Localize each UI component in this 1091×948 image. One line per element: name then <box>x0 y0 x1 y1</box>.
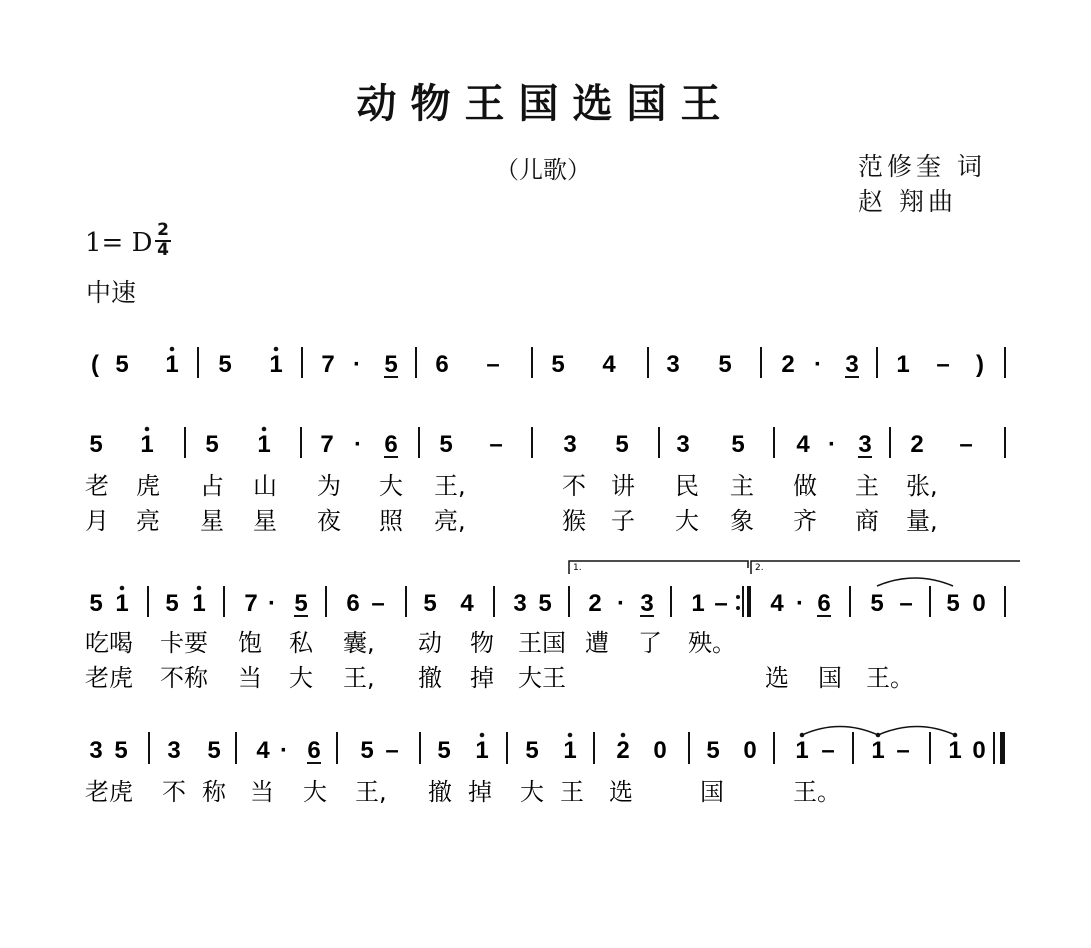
lyric-syllable: 王。 <box>793 778 841 806</box>
lyric-syllable: 选 <box>609 778 633 806</box>
lyric-syllable: 遭 <box>585 629 609 657</box>
lyric-syllable: 选 <box>765 664 789 692</box>
note: 5 <box>551 351 565 378</box>
note: · <box>268 590 276 617</box>
note: 1 <box>269 351 283 378</box>
note: 0 <box>972 590 986 617</box>
lyric-syllable: 做 <box>793 472 817 500</box>
lyric-syllable: 月 <box>85 507 109 535</box>
lyric-syllable: 老 <box>85 472 109 500</box>
note: · <box>354 431 362 458</box>
note: – <box>899 590 913 617</box>
note: 1 <box>563 737 577 764</box>
note: 0 <box>972 737 986 764</box>
lyric-syllable: 不 <box>162 778 186 806</box>
lyric-syllable: 民 <box>675 472 699 500</box>
note: 3 <box>513 590 527 617</box>
note: ) <box>976 351 984 378</box>
lyric-syllable: 山 <box>253 472 277 500</box>
note: 5 <box>525 737 539 764</box>
tie-slur <box>878 727 955 736</box>
note: · <box>814 351 822 378</box>
note: 5 <box>538 590 552 617</box>
volta-1-bracket <box>569 561 748 574</box>
lyric-syllable: 夜 <box>317 507 341 535</box>
lyric-syllable: 饱 <box>238 629 262 657</box>
note: 5 <box>870 590 884 617</box>
underlines <box>294 377 872 763</box>
note: 1 <box>165 351 179 378</box>
note: 5 <box>115 351 129 378</box>
note: 1 <box>192 590 206 617</box>
note: ( <box>91 351 99 378</box>
note: 6 <box>384 431 398 458</box>
note: 0 <box>653 737 667 764</box>
note: 5 <box>114 737 128 764</box>
note: 2 <box>781 351 795 378</box>
lyric-syllable: 齐 <box>793 507 817 535</box>
lyric-syllable: 撤 <box>418 664 442 692</box>
note: · <box>617 590 625 617</box>
note: 5 <box>207 737 221 764</box>
key-signature: 1= D <box>85 228 153 258</box>
note: 3 <box>666 351 680 378</box>
note: 5 <box>615 431 629 458</box>
note: 3 <box>845 351 859 378</box>
lyric-syllable: 张, <box>906 472 938 500</box>
note: 7 <box>320 431 334 458</box>
volta-2-bracket <box>751 561 1020 574</box>
note: – <box>896 737 910 764</box>
note: – <box>486 351 500 378</box>
note: 5 <box>423 590 437 617</box>
composer-credit: 赵 翔曲 <box>858 187 957 216</box>
lyric-syllable: 称 <box>202 778 226 806</box>
repeat-dot <box>736 595 740 599</box>
note: 5 <box>731 431 745 458</box>
note: 5 <box>437 737 451 764</box>
lyric-syllable: 主 <box>855 472 879 500</box>
note: – <box>821 737 835 764</box>
note: 5 <box>706 737 720 764</box>
lyric-syllable: 王国 <box>518 629 566 657</box>
notes <box>89 351 985 764</box>
note: 5 <box>360 737 374 764</box>
lyric-syllable: 国 <box>818 664 842 692</box>
lyric-syllable: 猴 <box>562 507 586 535</box>
note: 5 <box>946 590 960 617</box>
note: 4 <box>770 590 784 617</box>
note: 5 <box>218 351 232 378</box>
note: 4 <box>256 737 270 764</box>
lyric-syllable: 大 <box>289 664 313 692</box>
barlines <box>148 347 1005 764</box>
lyric-syllable: 主 <box>730 472 754 500</box>
note: – <box>385 737 399 764</box>
lyric-syllable: 掉 <box>470 664 494 692</box>
lyric-syllable: 王。 <box>866 664 914 692</box>
volta-and-slurs <box>569 561 1020 735</box>
lyric-syllable: 撤 <box>428 778 452 806</box>
lyric-syllable: 虎 <box>136 472 160 500</box>
lyric-syllable: 当 <box>238 664 262 692</box>
note: 2 <box>616 737 630 764</box>
note: 1 <box>257 431 271 458</box>
note: · <box>796 590 804 617</box>
lyric-syllable: 子 <box>611 507 635 535</box>
lyric-syllable: 掉 <box>468 778 492 806</box>
note: 1 <box>896 351 910 378</box>
note: 2 <box>910 431 924 458</box>
note: – <box>371 590 385 617</box>
note: – <box>959 431 973 458</box>
note: 5 <box>718 351 732 378</box>
note: 4 <box>796 431 810 458</box>
lyric-syllable: 讲 <box>611 472 635 500</box>
lyric-syllable: 王 <box>560 778 584 806</box>
lyric-syllable: 量, <box>906 507 938 535</box>
note: · <box>280 737 288 764</box>
lyric-syllable: 占 <box>200 472 224 500</box>
volta-2-label: 2. <box>755 563 764 573</box>
lyric-syllable: 大 <box>303 778 327 806</box>
time-signature-numerator: 2 <box>155 222 171 242</box>
repeat-dot <box>736 606 740 610</box>
lyric-syllable: 王, <box>434 472 466 500</box>
lyric-syllable: 殃。 <box>688 629 736 657</box>
lyric-syllable: 星 <box>253 507 277 535</box>
lyric-syllable: 为 <box>317 472 341 500</box>
note: 1 <box>475 737 489 764</box>
note: 5 <box>165 590 179 617</box>
tie-slur <box>802 727 878 736</box>
lyric-syllable: 象 <box>730 507 754 535</box>
note: 1 <box>948 737 962 764</box>
lyric-syllable: 王, <box>343 664 375 692</box>
note: 5 <box>439 431 453 458</box>
lyric-syllable: 吃喝 <box>85 629 133 657</box>
note: 3 <box>167 737 181 764</box>
lyric-syllable: 物 <box>470 629 494 657</box>
lyricist-credit: 范修奎 词 <box>858 152 986 181</box>
note: 1 <box>140 431 154 458</box>
note: 6 <box>346 590 360 617</box>
note: 5 <box>89 431 103 458</box>
lyric-syllable: 不 <box>562 472 586 500</box>
lyric-syllable: 卡要 <box>160 629 208 657</box>
lyric-syllable: 囊, <box>343 629 375 657</box>
note: 5 <box>384 351 398 378</box>
note: 6 <box>817 590 831 617</box>
note: 1 <box>795 737 809 764</box>
note: 7 <box>244 590 258 617</box>
note: 5 <box>205 431 219 458</box>
note: – <box>489 431 503 458</box>
lyric-syllable: 不称 <box>160 664 208 692</box>
note: – <box>936 351 950 378</box>
repeat-thick-bar <box>747 586 751 617</box>
lyric-syllable: 商 <box>855 507 879 535</box>
lyric-syllable: 亮 <box>136 507 160 535</box>
note: 2 <box>588 590 602 617</box>
note: 3 <box>676 431 690 458</box>
lyric-syllable: 大 <box>379 472 403 500</box>
note: 6 <box>307 737 321 764</box>
lyric-syllable: 亮, <box>434 507 466 535</box>
note: 1 <box>691 590 705 617</box>
lyric-syllable: 照 <box>379 507 403 535</box>
lyric-syllable: 国 <box>700 778 724 806</box>
note: 5 <box>89 590 103 617</box>
lyric-syllable: 当 <box>250 778 274 806</box>
tie-slur <box>877 578 953 586</box>
note: 3 <box>563 431 577 458</box>
note: · <box>353 351 361 378</box>
lyric-syllable: 私 <box>289 629 313 657</box>
note: – <box>714 590 728 617</box>
note: 4 <box>460 590 474 617</box>
lyric-syllable: 王, <box>355 778 387 806</box>
final-thick-bar <box>1000 732 1005 764</box>
lyric-syllable: 老虎 <box>85 778 133 806</box>
octave-dots <box>120 347 1005 764</box>
note: 3 <box>89 737 103 764</box>
note: 1 <box>871 737 885 764</box>
note: 6 <box>435 351 449 378</box>
note: 3 <box>858 431 872 458</box>
lyric-syllable: 动 <box>418 629 442 657</box>
song-title: 动物王国选国王 <box>356 81 735 127</box>
lyric-syllable: 大王 <box>518 664 566 692</box>
note: 0 <box>743 737 757 764</box>
tempo-marking: 中速 <box>86 278 137 307</box>
lyric-syllable: 星 <box>200 507 224 535</box>
time-signature-denominator: 4 <box>157 240 169 260</box>
lyric-syllable: 老虎 <box>85 664 133 692</box>
volta-1-label: 1. <box>573 563 582 573</box>
lyric-syllable: 大 <box>520 778 544 806</box>
note: 1 <box>115 590 129 617</box>
note: 3 <box>640 590 654 617</box>
lyric-syllable: 了 <box>638 629 662 657</box>
lyric-syllable: 大 <box>675 507 699 535</box>
note: · <box>828 431 836 458</box>
note: 7 <box>321 351 335 378</box>
note: 4 <box>602 351 616 378</box>
note: 5 <box>294 590 308 617</box>
genre-label: （儿歌） <box>495 156 591 184</box>
